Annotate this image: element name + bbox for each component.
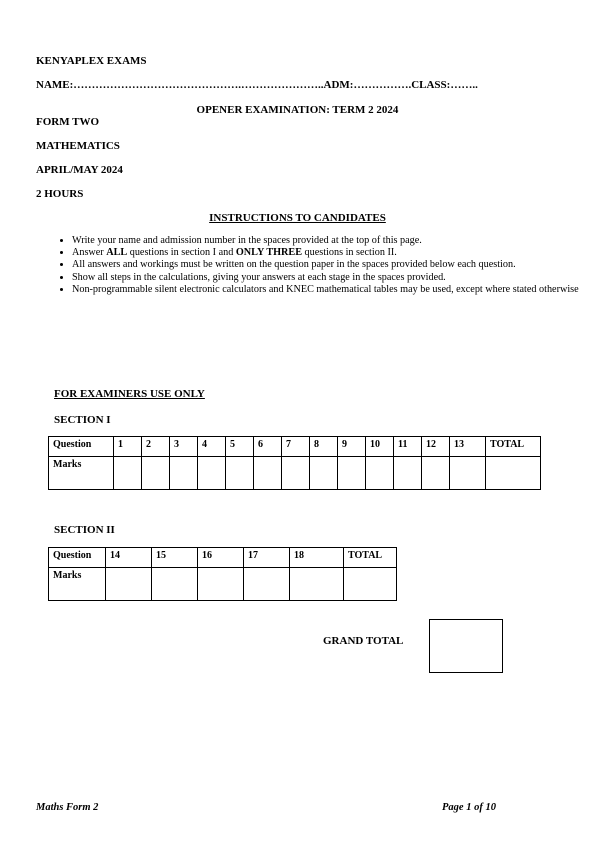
question-number-cell: 11 — [394, 437, 422, 457]
marks-cell[interactable] — [152, 568, 198, 601]
marks-row-label: Marks — [49, 568, 106, 601]
question-number-cell: 5 — [226, 437, 254, 457]
marks-cell[interactable] — [394, 457, 422, 490]
marks-cell[interactable] — [344, 568, 397, 601]
section-2-marks-table — [48, 547, 397, 601]
question-number-cell: 8 — [310, 437, 338, 457]
marks-cell[interactable] — [422, 457, 450, 490]
question-number-cell: 18 — [290, 548, 344, 568]
instruction-item — [72, 247, 582, 259]
instruction-item — [72, 235, 582, 247]
grand-total-box[interactable] — [429, 619, 503, 673]
question-row-label: Question — [49, 437, 114, 457]
question-number-cell: 12 — [422, 437, 450, 457]
instruction-text: ONLY THREE — [235, 247, 302, 259]
instruction-item — [72, 272, 582, 284]
question-number-cell: 14 — [106, 548, 152, 568]
grand-total-label: GRAND TOTAL — [323, 635, 404, 647]
question-number-cell: 3 — [170, 437, 198, 457]
form-level: FORM TWO — [36, 116, 100, 128]
instruction-text: questions in section I and — [127, 247, 236, 259]
question-number-cell: 2 — [142, 437, 170, 457]
instruction-text: Answer — [72, 247, 107, 259]
marks-cell[interactable] — [170, 457, 198, 490]
duration: 2 HOURS — [36, 188, 84, 200]
question-number-cell: 10 — [366, 437, 394, 457]
marks-cell[interactable] — [450, 457, 486, 490]
instruction-text: Write your name and admission number in the spaces provided at the top of this page. — [72, 235, 422, 246]
name-adm-class-line: NAME:……………………………………….…………………..ADM:…………….CLASS:…….. — [36, 79, 478, 91]
question-number-cell: 17 — [244, 548, 290, 568]
organization-name: KENYAPLEX EXAMS — [36, 55, 147, 67]
marks-cell[interactable] — [366, 457, 394, 490]
marks-cell[interactable] — [310, 457, 338, 490]
marks-cell[interactable] — [106, 568, 152, 601]
marks-cell[interactable] — [142, 457, 170, 490]
examiners-title: FOR EXAMINERS USE ONLY — [54, 388, 205, 400]
section-2-label: SECTION II — [54, 524, 115, 536]
footer-page-number: Page 1 of 10 — [442, 802, 496, 813]
question-number-cell: 1 — [114, 437, 142, 457]
question-number-cell: 6 — [254, 437, 282, 457]
question-number-cell: 15 — [152, 548, 198, 568]
instruction-text: ALL — [106, 247, 128, 259]
marks-cell[interactable] — [338, 457, 366, 490]
marks-cell[interactable] — [290, 568, 344, 601]
instruction-item — [72, 284, 582, 296]
instructions-list — [52, 235, 582, 296]
instruction-text: Show all steps in the calculations, giving your answers at each stage in the spaces provided. — [72, 271, 446, 283]
marks-cell[interactable] — [282, 457, 310, 490]
marks-cell[interactable] — [198, 568, 244, 601]
subject: MATHEMATICS — [36, 140, 120, 152]
instructions-title: INSTRUCTIONS TO CANDIDATES — [209, 212, 386, 224]
question-number-cell: 7 — [282, 437, 310, 457]
marks-cell[interactable] — [254, 457, 282, 490]
marks-cell[interactable] — [226, 457, 254, 490]
section-1-marks-table — [48, 436, 541, 490]
instruction-item — [72, 259, 582, 271]
question-number-cell: 9 — [338, 437, 366, 457]
instruction-text: All answers and workings must be written on the question paper in the spaces provided below each question. — [72, 259, 516, 271]
question-number-cell: 16 — [198, 548, 244, 568]
marks-cell[interactable] — [198, 457, 226, 490]
question-row-label: Question — [49, 548, 106, 568]
marks-cell[interactable] — [486, 457, 541, 490]
instruction-text: Non-programmable silent electronic calculators and KNEC mathematical tables may be used, except where stated otherwise — [72, 283, 579, 295]
instruction-text: questions in section II. — [302, 247, 397, 259]
exam-period: APRIL/MAY 2024 — [36, 164, 123, 176]
footer-subject: Maths Form 2 — [36, 802, 99, 813]
question-number-cell: 4 — [198, 437, 226, 457]
marks-cell[interactable] — [244, 568, 290, 601]
question-number-cell: TOTAL — [486, 437, 541, 457]
exam-title: OPENER EXAMINATION: TERM 2 2024 — [196, 104, 399, 116]
marks-row-label: Marks — [49, 457, 114, 490]
section-1-label: SECTION I — [54, 414, 111, 426]
question-number-cell: TOTAL — [344, 548, 397, 568]
question-number-cell: 13 — [450, 437, 486, 457]
marks-cell[interactable] — [114, 457, 142, 490]
